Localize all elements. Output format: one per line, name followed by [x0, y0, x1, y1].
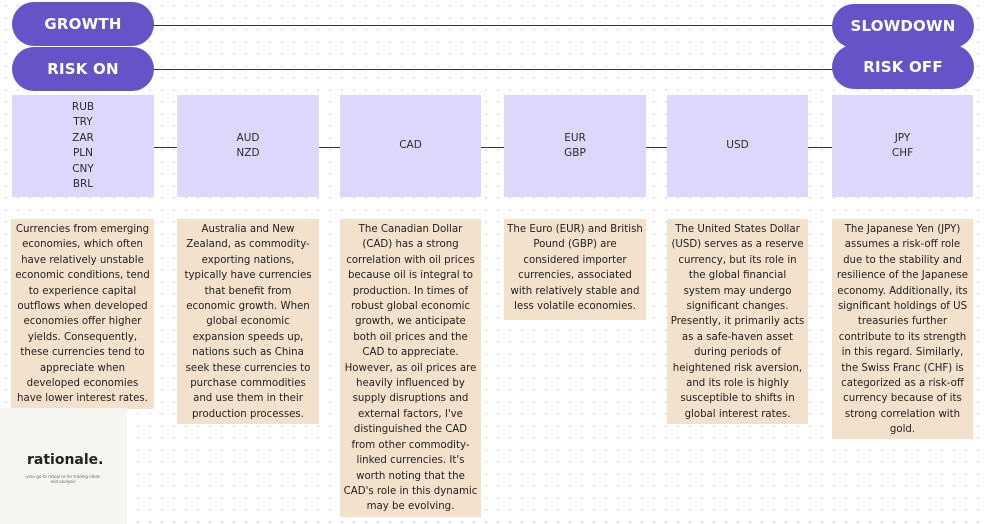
currency-code: BRL	[72, 178, 94, 190]
currency-code: PLN	[72, 147, 94, 159]
currency-code: CNY	[72, 162, 94, 175]
description-commodity: Australia and New Zealand, as commodity-exporting nations, typically have currencies that benefit from economic growth. When global economic expansion speeds up, nations such as China seek these currencies to purchase commodities and use them in their production processes.	[177, 219, 319, 424]
currency-code: CHF	[891, 147, 914, 159]
currency-code: GBP	[564, 147, 586, 159]
currency-box-cad	[340, 95, 481, 197]
risk-on-pill: RISK ON	[12, 47, 154, 91]
currency-code: USD	[726, 139, 749, 152]
description-emerging: Currencies from emerging economies, which often have relatively unstable economic conditions, tend to experience capital outflows when developed economies offer higher yields. Consequently, these currencies tend to appreciate when developed economies have lower interest rates.	[11, 219, 154, 409]
currency-code: ZAR	[72, 131, 94, 144]
currency-box-safe-haven	[832, 95, 973, 197]
description-usd: The United States Dollar (USD) serves as a reserve currency, but its role in the global financial system may undergo significant changes. Presently, it primarily acts as a safe-haven asset during periods of heightened risk aversion, and its role is highly susceptible to shifts in global interest rates.	[667, 219, 808, 424]
logo-tagline: your go-to resource for trading ideas and analysis	[26, 474, 100, 484]
riskon-riskoff-connector	[150, 69, 840, 70]
risk-off-pill: RISK OFF	[832, 45, 974, 89]
currency-code: CAD	[399, 139, 422, 152]
currency-box-usd	[667, 95, 808, 197]
currency-code: AUD	[236, 131, 260, 144]
currency-box-importers	[504, 95, 646, 197]
currency-box-commodity	[177, 95, 319, 197]
currency-code: NZD	[236, 147, 260, 159]
currency-code: JPY	[894, 131, 911, 144]
currency-box-emerging	[12, 95, 154, 197]
currency-code: EUR	[564, 131, 586, 144]
description-safe-haven: The Japanese Yen (JPY) assumes a risk-off role due to the stability and resilience of the Japanese economy. Additionally, its significant holdings of US treasuries further contribute to its strength in this regard. Similarly, the Swiss Franc (CHF) is categorized as a risk-off currency because of its strong correlation with gold.	[832, 219, 973, 439]
logo-wordmark: rationale.	[27, 452, 104, 468]
growth-slowdown-connector	[150, 25, 840, 26]
description-importers: The Euro (EUR) and British Pound (GBP) are considered importer currencies, associated with relatively stable and less volatile economies.	[504, 219, 646, 320]
slowdown-pill: SLOWDOWN	[832, 4, 974, 48]
growth-pill: GROWTH	[12, 2, 154, 46]
currency-code: TRY	[73, 116, 93, 128]
currency-code: RUB	[71, 100, 95, 113]
description-cad: The Canadian Dollar (CAD) has a strong correlation with oil prices because oil is integral to production. In times of robust global economic growth, we anticipate both oil prices and the CAD to appreciate. However, as oil prices are heavily influenced by supply disruptions and external factors, I've distinguished the CAD from other commodity-linked currencies. It's worth noting that the CAD's role in this dynamic may be evolving.	[340, 219, 481, 517]
